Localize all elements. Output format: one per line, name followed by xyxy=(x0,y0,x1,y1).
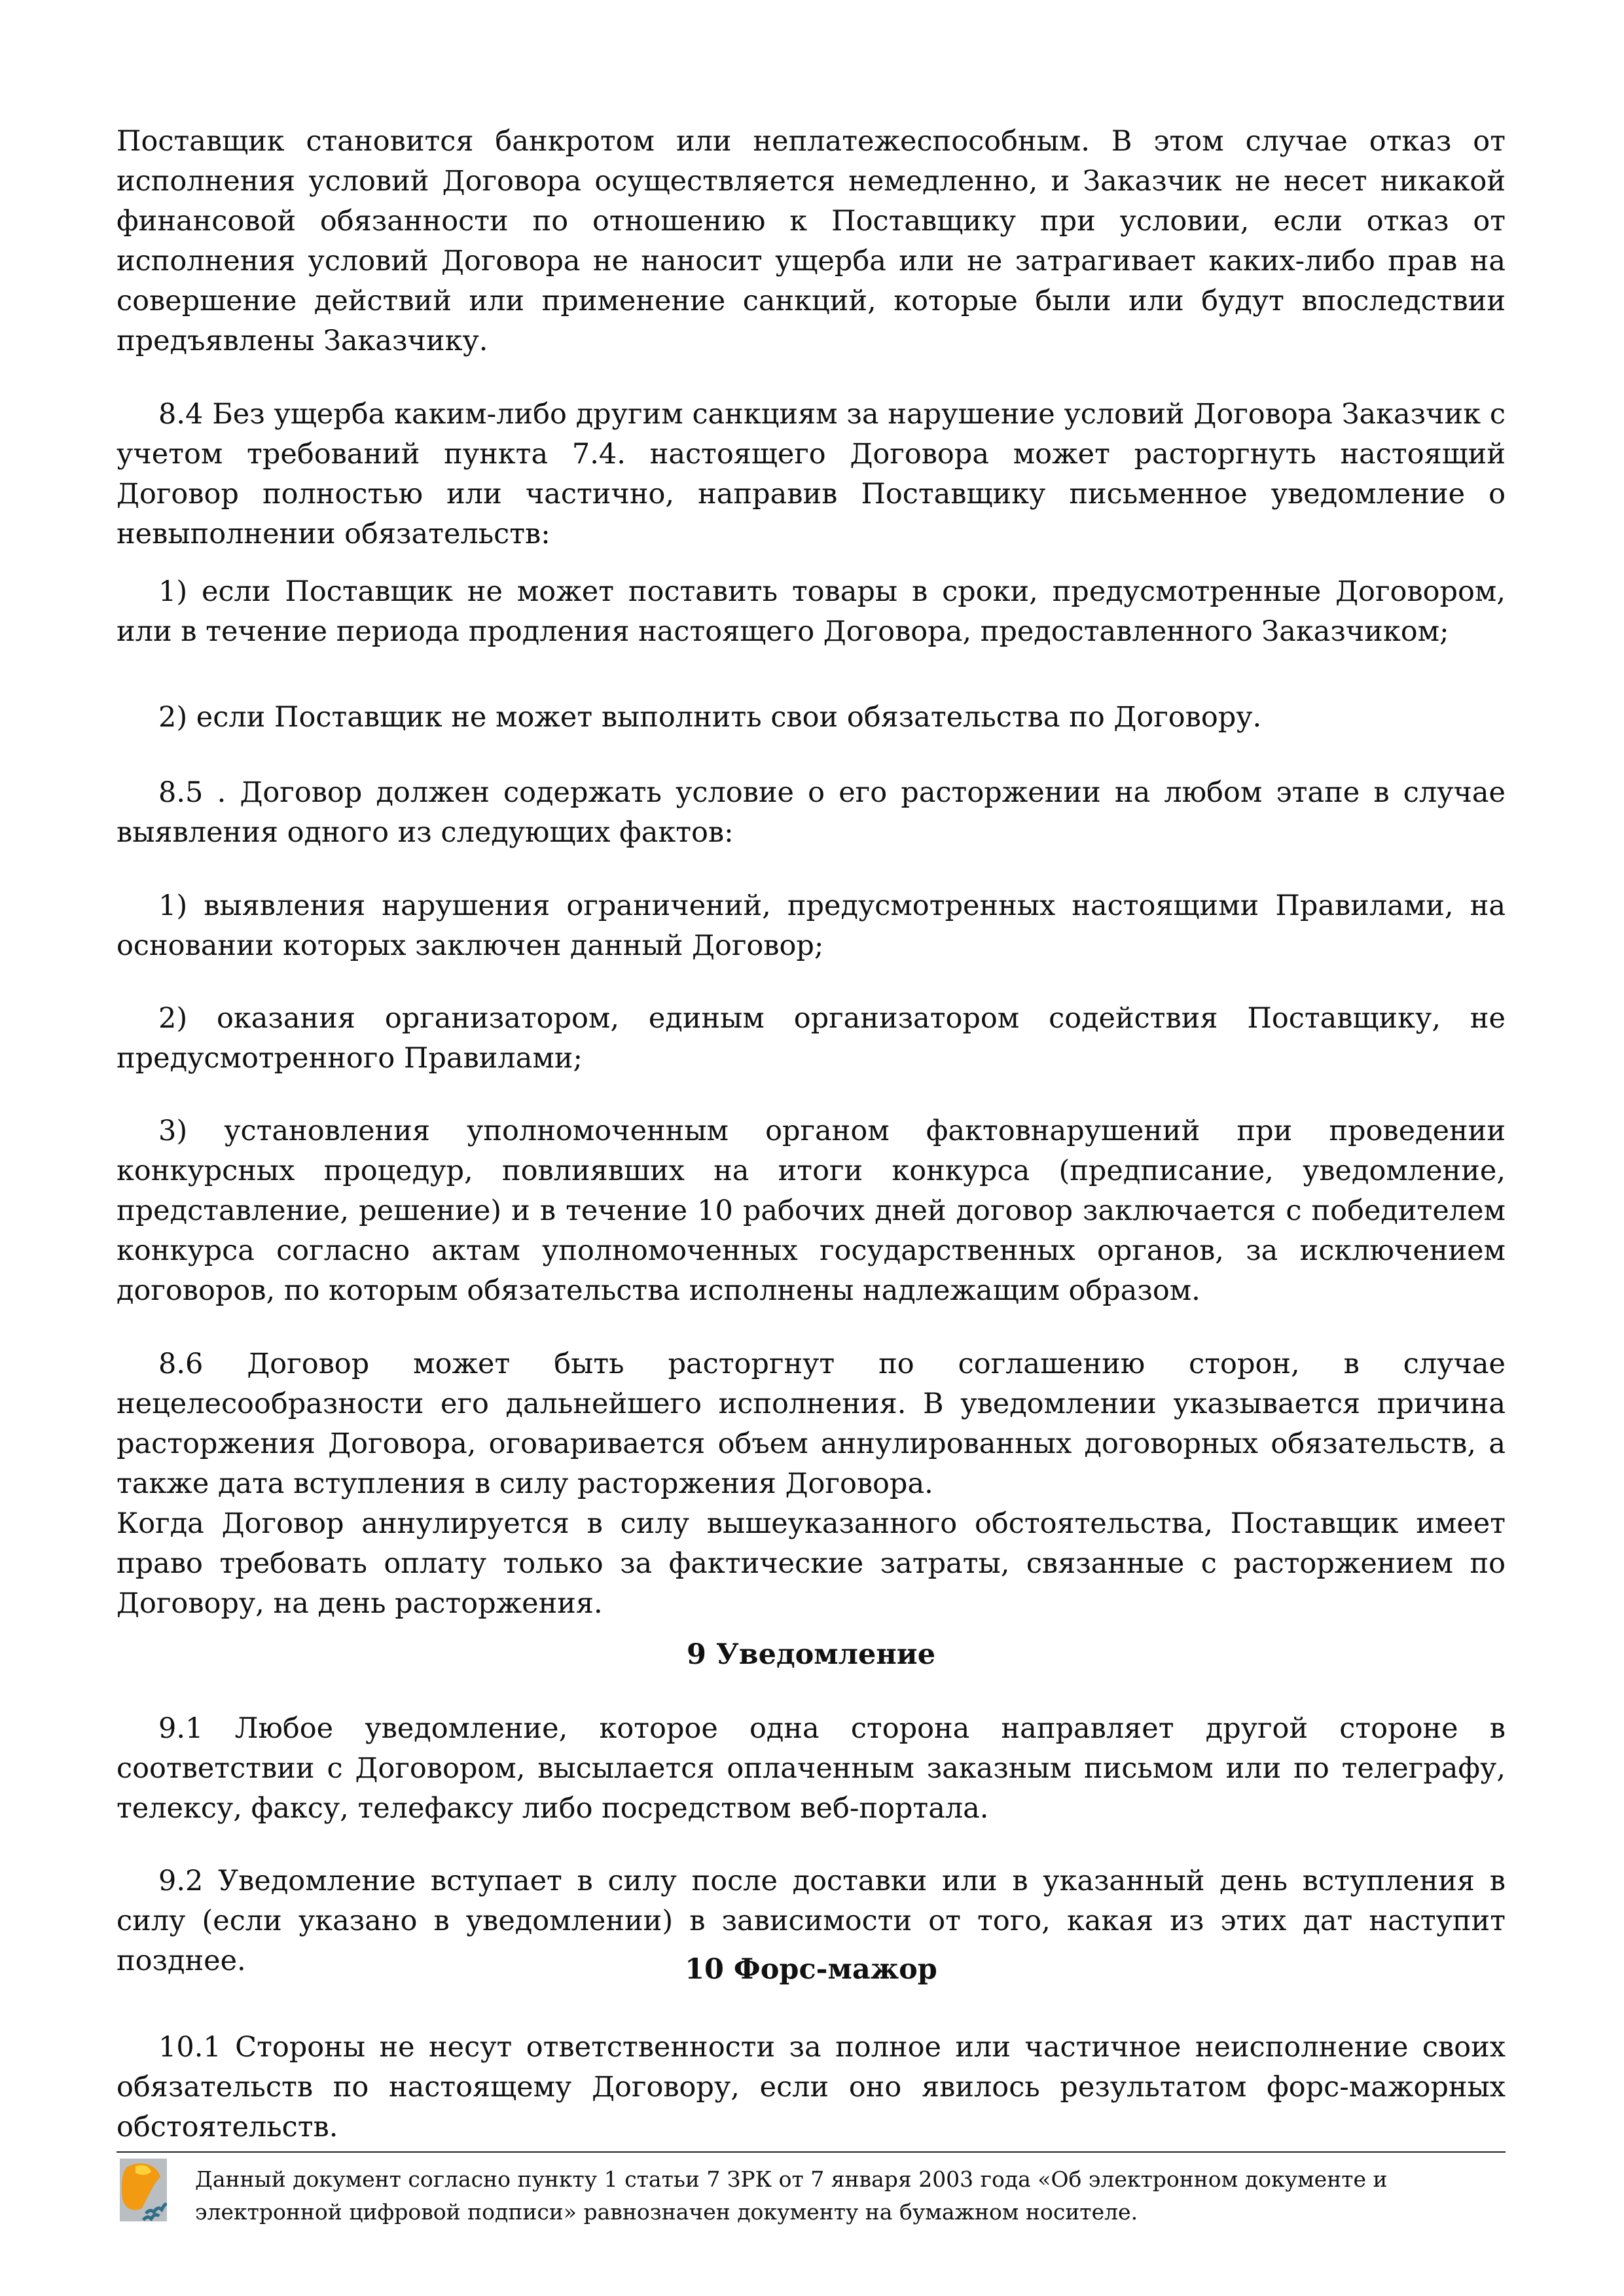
paragraph-8-4-item-2: 2) если Поставщик не может выполнить свои обязательства по Договору. xyxy=(158,701,1262,734)
section-10-heading: 10 Форс-мажор xyxy=(685,1953,937,1986)
footer-divider xyxy=(117,2151,1506,2153)
paragraph-continuation: Поставщик становится банкротом или неплатежеспособным. В этом случае отказ от исполнения условий Договора осуществляется немедленно, и Заказчик не несет никакой финансовой обязанности по отношению к Поставщику при условии, если отказ от исполнения условий Договора не наносит ущерба или не затрагивает каких-либо прав на совершение действий или применение санкций, которые были или будут впоследствии предъявлены Заказчику. xyxy=(117,125,1506,357)
paragraph-8-5-item-3: 3) установления уполномоченным органом фактовнарушений при проведении конкурсных процедур, повлиявших на итоги конкурса (предписание, уведомление, представление, решение) и в течение 10 рабочих дней договор заключается с победителем конкурса согласно актам уполномоченных государственных органов, за исключением договоров, по которым обязательства исполнены надлежащим образом. xyxy=(117,1115,1506,1307)
e-gov-logo-icon xyxy=(120,2159,167,2221)
paragraph-9-2: 9.2 Уведомление вступает в силу после доставки или в указанный день вступления в силу (если указано в уведомлении) в зависимости от того, какая из этих дат наступит позднее. xyxy=(117,1865,1506,1977)
paragraph-8-4: 8.4 Без ущерба каким-либо другим санкциям за нарушение условий Договора Заказчик с учетом требований пункта 7.4. настоящего Договора может расторгнуть настоящий Договор полностью или частично, направив Поставщику письменное уведомление о невыполнении обязательств: xyxy=(117,398,1506,550)
paragraph-8-5-item-2: 2) оказания организатором, единым организатором содействия Поставщику, не предусмотренного Правилами; xyxy=(117,1002,1506,1075)
footer-line-2: электронной цифровой подписи» равнозначен документу на бумажном носителе. xyxy=(195,2199,1138,2225)
paragraph-8-5-item-1: 1) выявления нарушения ограничений, предусмотренных настоящими Правилами, на основании которых заключен данный Договор; xyxy=(117,889,1506,962)
paragraph-8-4-item-1: 1) если Поставщик не может поставить товары в сроки, предусмотренные Договором, или в течение периода продления настоящего Договора, предоставленного Заказчиком; xyxy=(117,575,1506,648)
paragraph-10-1: 10.1 Стороны не несут ответственности за полное или частичное неисполнение своих обязательств по настоящему Договору, если оно явилось результатом форс-мажорных обстоятельств. xyxy=(117,2031,1506,2144)
footer-legal-notice xyxy=(195,2163,1504,2229)
paragraph-8-6: 8.6 Договор может быть расторгнут по соглашению сторон, в случае нецелесообразности его дальнейшего исполнения. В уведомлении указывается причина расторжения Договора, оговаривается объем аннулированных договорных обязательств, а также дата вступления в силу расторжения Договора. xyxy=(117,1348,1506,1500)
section-9-heading: 9 Уведомление xyxy=(686,1638,936,1671)
footer-line-1: Данный документ согласно пункту 1 статьи 7 ЗРК от 7 января 2003 года «Об электронном документе и xyxy=(195,2166,1388,2192)
paragraph-8-5: 8.5 . Договор должен содержать условие о его расторжении на любом этапе в случае выявления одного из следующих фактов: xyxy=(117,776,1506,849)
paragraph-8-6-continuation: Когда Договор аннулируется в силу вышеуказанного обстоятельства, Поставщик имеет право требовать оплату только за фактические затраты, связанные с расторжением по Договору, на день расторжения. xyxy=(117,1507,1506,1620)
paragraph-9-1: 9.1 Любое уведомление, которое одна сторона направляет другой стороне в соответствии с Договором, высылается оплаченным заказным письмом или по телеграфу, телексу, факсу, телефаксу либо посредством веб-портала. xyxy=(117,1712,1506,1825)
